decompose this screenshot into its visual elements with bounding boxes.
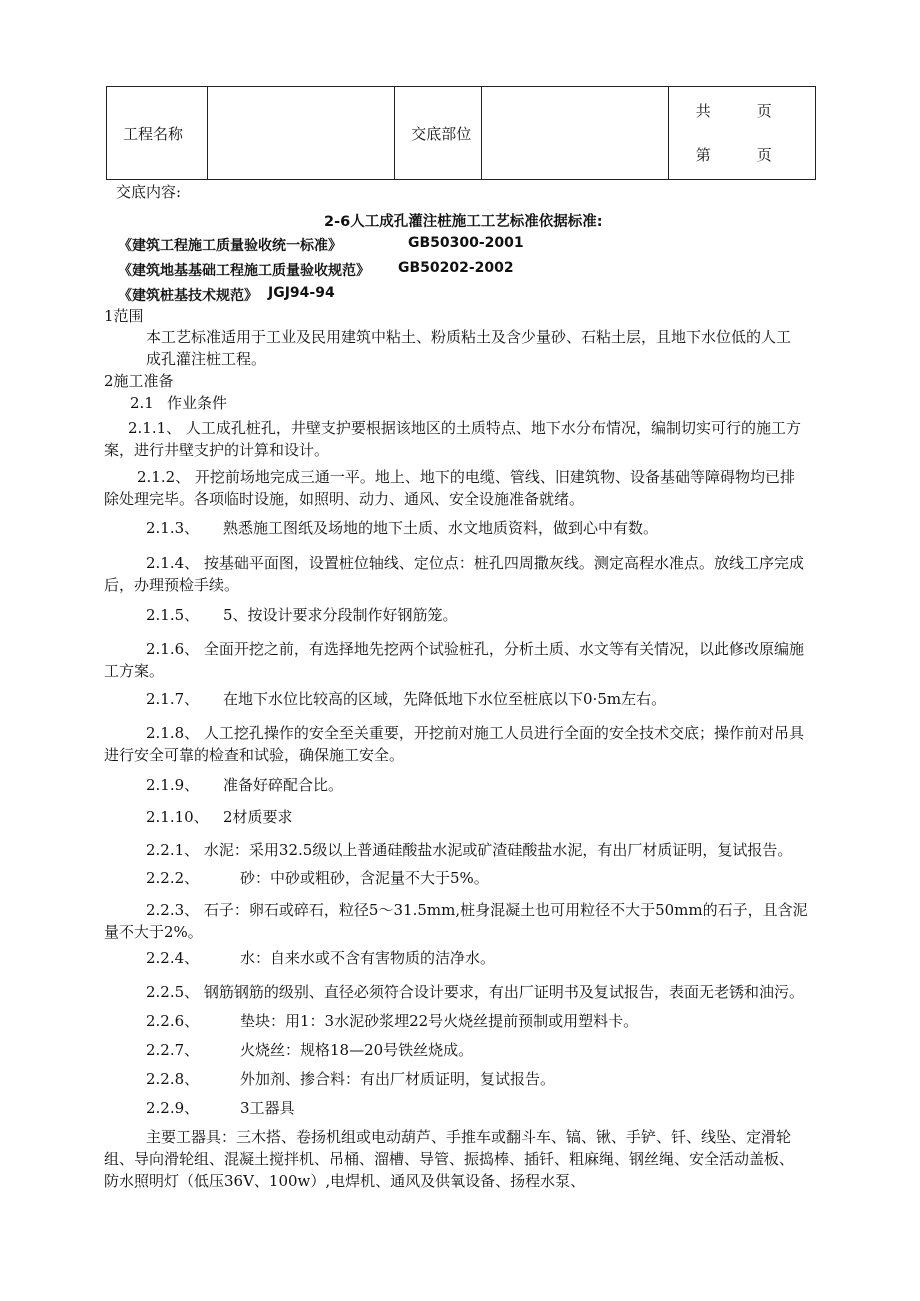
item-2-1-2-line-1: 2.1.2、 开挖前场地完成三通一平。地上、地下的电缆、管线、旧建筑物、设备基础等障碍物均已排 (137, 468, 795, 486)
section-1-heading: 1范围 (104, 307, 144, 325)
item-2-1-4-line-2: 后，办理预检手续。 (104, 576, 240, 594)
project-name-value (208, 87, 395, 180)
document-title: 2-6人工成孔灌注桩施工工艺标准依据标准: (324, 214, 603, 230)
item-2-1-5-text: 5、按设计要求分段制作好钢筋笼。 (223, 606, 458, 624)
item-2-1-8-line-2: 进行安全可靠的检查和试验，确保施工安全。 (104, 746, 405, 764)
item-2-2-5: 2.2.5、 钢筋钢筋的级别、直径必须符合设计要求，有出厂证明书及复试报告，表面无老锈和油污。 (146, 983, 804, 1001)
item-2-2-6-text: 垫块：用1：3水泥砂浆埋22号火烧丝提前预制或用塑料卡。 (240, 1012, 639, 1030)
standard-code-3: JGJ94-94 (268, 285, 335, 301)
item-2-2-6-number: 2.2.6、 (146, 1012, 200, 1030)
item-2-1-2-line-2: 除处理完毕。各项临时设施，如照明、动力、通风、安全设施准备就绪。 (104, 490, 585, 508)
location-value (481, 87, 668, 180)
total-pages-prefix: 共 (695, 102, 711, 120)
item-2-1-7-number: 2.1.7、 (146, 690, 200, 708)
subsection-2-1-number: 2.1 (130, 394, 154, 412)
page-no-suffix: 页 (756, 146, 772, 164)
item-2-1-10-text: 2材质要求 (223, 808, 293, 826)
item-2-1-4-line-1: 2.1.4、 按基础平面图，设置桩位轴线、定位点：桩孔四周撒灰线。测定高程水准点。放线工序完成 (146, 554, 804, 572)
section-2-heading: 2施工准备 (104, 372, 174, 390)
item-2-1-9-number: 2.1.9、 (146, 776, 200, 794)
item-2-2-8-text: 外加剂、掺合料：有出厂材质证明，复试报告。 (240, 1070, 556, 1088)
item-2-1-5-number: 2.1.5、 (146, 606, 200, 624)
item-2-2-4-text: 水：自来水或不含有害物质的洁净水。 (240, 949, 496, 967)
item-2-2-9-number: 2.2.9、 (146, 1099, 200, 1117)
standard-code-1: GB50300-2001 (408, 235, 524, 251)
item-2-1-1-line-2: 案，进行井壁支护的计算和设计。 (104, 441, 330, 459)
item-2-1-7-text: 在地下水位比较高的区域，先降低地下水位至桩底以下0·5m左右。 (223, 690, 667, 708)
item-2-2-3-line-1: 2.2.3、 石子：卵石或碎石，粒径5～31.5mm,桩身混凝土也可用粒径不大于50mm的石子，且含泥 (146, 901, 808, 919)
item-2-1-9-text: 准备好碎配合比。 (223, 776, 344, 794)
content-label: 交底内容: (116, 183, 182, 201)
item-2-2-9-text: 3工器具 (240, 1099, 295, 1117)
item-2-2-1: 2.2.1、 水泥：采用32.5级以上普通硅酸盐水泥或矿渣硅酸盐水泥，有出厂材质证明，复试报告。 (146, 841, 793, 859)
item-2-2-7-number: 2.2.7、 (146, 1041, 200, 1059)
project-name-label: 工程名称 (107, 87, 208, 180)
item-2-2-4-number: 2.2.4、 (146, 949, 200, 967)
item-2-2-2-number: 2.2.2、 (146, 869, 200, 887)
item-2-1-1-line-1: 2.1.1、 人工成孔桩孔，井壁支护要根据该地区的土质特点、地下水分布情况，编制切实可行的施工方 (128, 419, 801, 437)
item-2-1-6-line-2: 工方案。 (104, 662, 165, 680)
tools-line-2: 组、导向滑轮组、混凝土搅拌机、吊桶、溜槽、导管、振捣棒、插钎、粗麻绳、钢丝绳、安全活动盖板、 (104, 1150, 795, 1168)
tools-line-1: 主要工器具：三木搭、卷扬机组或电动葫芦、手推车或翻斗车、镐、锹、手铲、钎、线坠、定滑轮 (146, 1128, 792, 1146)
standard-name-3: 《建筑桩基技术规范》 (118, 288, 258, 304)
item-2-1-6-line-1: 2.1.6、 全面开挖之前，有选择地先挖两个试验桩孔，分析土质、水文等有关情况，以此修改原编施 (146, 640, 804, 658)
standard-name-1: 《建筑工程施工质量验收统一标准》 (118, 238, 342, 254)
header-table (106, 86, 816, 180)
standard-name-2: 《建筑地基基础工程施工质量验收规范》 (118, 263, 370, 279)
page-count-cell (668, 87, 815, 180)
section-1-text-1: 本工艺标准适用于工业及民用建筑中粘土、粉质粘土及含少量砂、石粘土层，且地下水位低的人工 (146, 328, 792, 346)
item-2-1-3-number: 2.1.3、 (146, 519, 200, 537)
total-pages-suffix: 页 (756, 102, 772, 120)
item-2-1-3-text: 熟悉施工图纸及场地的地下土质、水文地质资料，做到心中有数。 (223, 519, 659, 537)
tools-line-3: 防水照明灯（低压36V、100w）,电焊机、通风及供氧设备、扬程水泵、 (104, 1172, 586, 1190)
item-2-2-7-text: 火烧丝：规格18—20号铁丝烧成。 (240, 1041, 474, 1059)
item-2-1-10-number: 2.1.10、 (146, 808, 209, 826)
page-no-prefix: 第 (695, 146, 711, 164)
item-2-2-8-number: 2.2.8、 (146, 1070, 200, 1088)
location-label: 交底部位 (395, 87, 482, 180)
item-2-2-2-text: 砂：中砂或粗砂，含泥量不大于5%。 (240, 869, 489, 887)
subsection-2-1-title: 作业条件 (167, 394, 228, 412)
item-2-1-8-line-1: 2.1.8、 人工挖孔操作的安全至关重要，开挖前对施工人员进行全面的安全技术交底；操作前对吊具 (146, 724, 804, 742)
section-1-text-2: 成孔灌注桩工程。 (146, 350, 267, 368)
item-2-2-3-line-2: 量不大于2%。 (104, 923, 203, 941)
standard-code-2: GB50202-2002 (398, 260, 514, 276)
